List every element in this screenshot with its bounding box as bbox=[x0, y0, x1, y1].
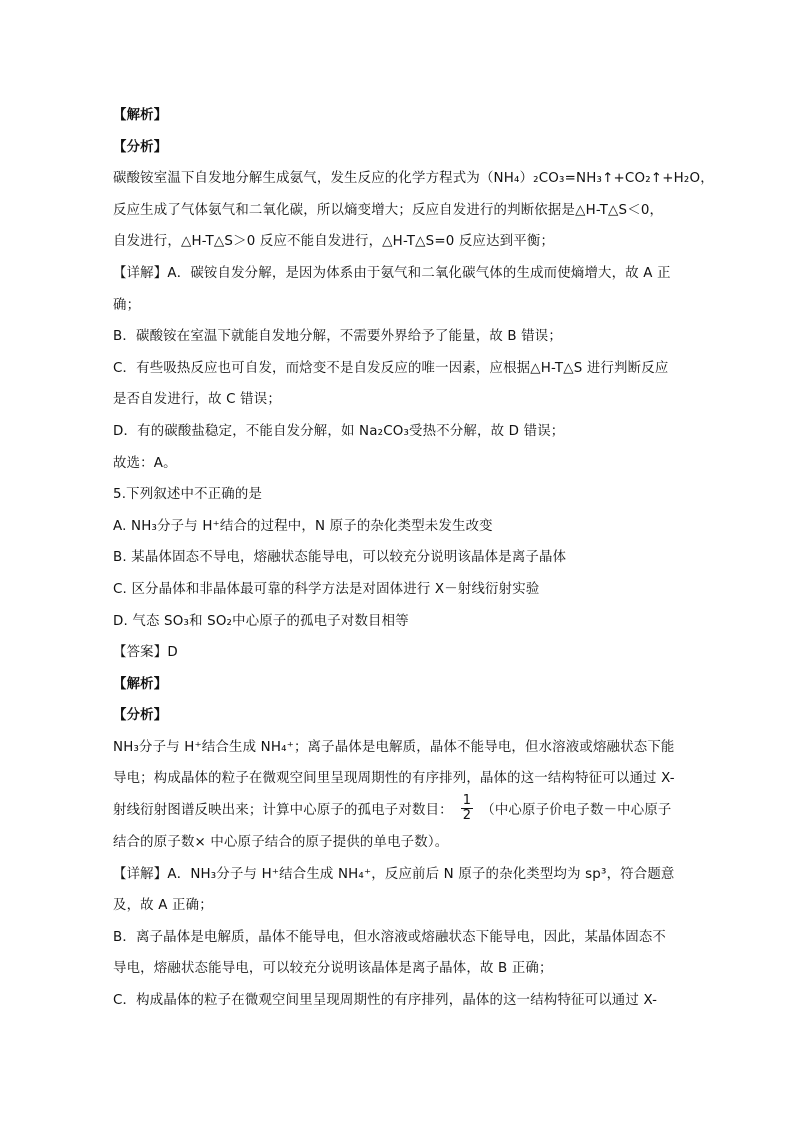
fraction-denominator: 2 bbox=[462, 807, 472, 823]
detail-option-c: 是否自发进行，故 C 错误； bbox=[113, 392, 281, 408]
answer-line: 【答案】D bbox=[113, 645, 178, 661]
section-heading-jiexi: 【解析】 bbox=[113, 108, 168, 123]
detail-line: 【详解】A．碳铵自发分解，是因为体系由于氨气和二氧化碳气体的生成而使熵增大，故 A 正 bbox=[113, 265, 671, 281]
fraction bbox=[461, 794, 473, 823]
analysis-line: NH₃分子与 H⁺结合生成 NH₄⁺；离子晶体是电解质，晶体不能导电，但水溶液或熔融状态下能 bbox=[113, 739, 675, 755]
question-option-c: C. 区分晶体和非晶体最可靠的科学方法是对固体进行 X－射线衍射实验 bbox=[113, 581, 540, 597]
analysis-line: 自发进行，△H-T△S＞0 反应不能自发进行，△H-T△S=0 反应达到平衡； bbox=[113, 234, 555, 250]
analysis-line: 反应生成了气体氨气和二氧化碳，所以熵变增大；反应自发进行的判断依据是△H-T△S＜0， bbox=[113, 202, 664, 218]
question-option-b: B. 某晶体固态不导电，熔融状态能导电，可以较充分说明该晶体是离子晶体 bbox=[113, 550, 567, 566]
analysis-line: 导电；构成晶体的粒子在微观空间里呈现周期性的有序排列，晶体的这一结构特征可以通过 X- bbox=[113, 771, 675, 787]
question-option-d: D. 气态 SO₃和 SO₂中心原子的孤电子对数目相等 bbox=[113, 613, 409, 629]
section-heading-jiexi: 【解析】 bbox=[113, 676, 168, 692]
section-heading-fenxi: 【分析】 bbox=[113, 708, 168, 724]
analysis-text: 射线衍射图谱反映出来；计算中心原子的孤电子对数目： bbox=[113, 803, 453, 819]
detail-option-b: 导电，熔融状态能导电，可以较充分说明该晶体是离子晶体，故 B 正确； bbox=[113, 961, 553, 977]
detail-option-c: C．构成晶体的粒子在微观空间里呈现周期性的有序排列，晶体的这一结构特征可以通过 X- bbox=[113, 993, 658, 1009]
document-page bbox=[113, 100, 714, 1017]
detail-line: 【详解】A．NH₃分子与 H⁺结合生成 NH₄⁺，反应前后 N 原子的杂化类型均为 sp³，符合题意 bbox=[113, 866, 675, 882]
section-heading-fenxi: 【分析】 bbox=[113, 139, 168, 155]
detail-option-c: C．有些吸热反应也可自发，而焓变不是自发反应的唯一因素，应根据△H-T△S 进行判断反应 bbox=[113, 360, 669, 376]
detail-option-d: D．有的碳酸盐稳定，不能自发分解，如 Na₂CO₃受热不分解，故 D 错误； bbox=[113, 423, 565, 439]
detail-option-b: B．离子晶体是电解质，晶体不能导电，但水溶液或熔融状态下能导电，因此，某晶体固态不 bbox=[113, 929, 667, 945]
question-stem: 5.下列叙述中不正确的是 bbox=[113, 487, 263, 503]
final-choice: 故选：A。 bbox=[113, 455, 177, 471]
detail-line: 及，故 A 正确； bbox=[113, 898, 213, 914]
analysis-text: （中心原子价电子数－中心原子 bbox=[481, 803, 672, 819]
detail-option-b: B．碳酸铵在室温下就能自发地分解，不需要外界给予了能量，故 B 错误； bbox=[113, 329, 562, 345]
detail-line: 确； bbox=[113, 297, 141, 313]
analysis-line: 碳酸铵室温下自发地分解生成氨气，发生反应的化学方程式为（NH₄）₂CO₃=NH₃↑+CO₂↑+H₂O， bbox=[113, 171, 714, 187]
analysis-line: 结合的原子数× 中心原子结合的原子提供的单电子数）。 bbox=[113, 835, 449, 851]
question-option-a: A. NH₃分子与 H⁺结合的过程中，N 原子的杂化类型未发生改变 bbox=[113, 518, 493, 534]
analysis-line-with-fraction bbox=[113, 791, 683, 831]
fraction-numerator: 1 bbox=[462, 792, 472, 808]
